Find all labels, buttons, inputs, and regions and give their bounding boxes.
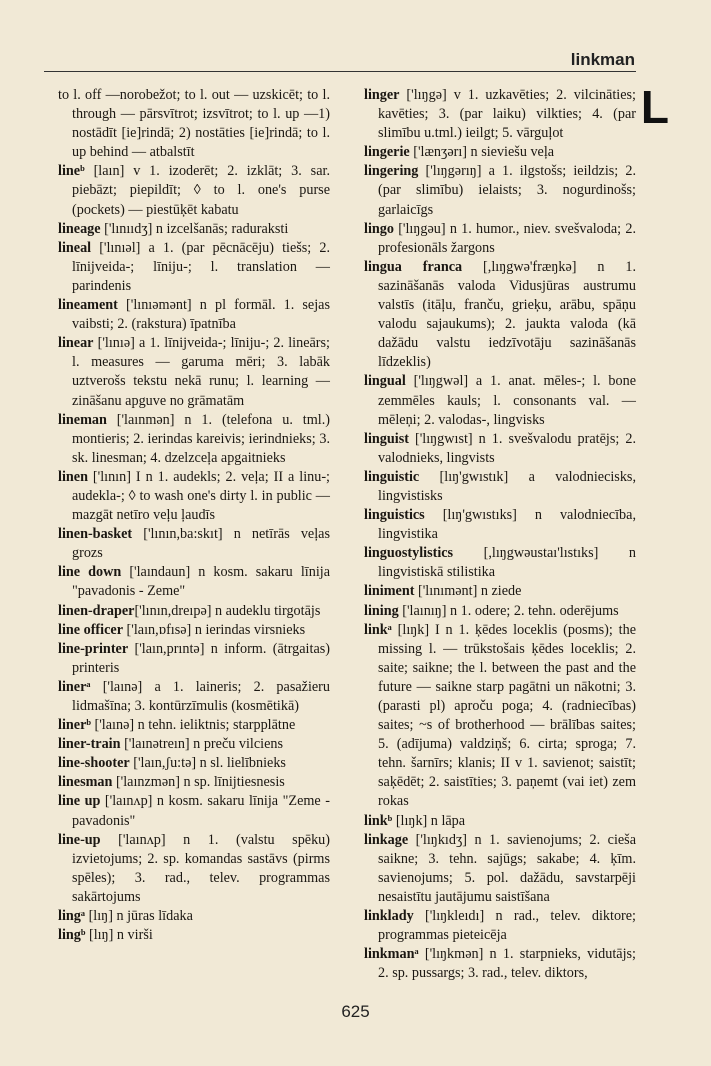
entry-headword: linkᵇ: [364, 812, 393, 829]
dictionary-entry: [58, 334, 330, 410]
entry-headword: line up: [58, 793, 101, 810]
entry-definition: ['lıŋkleıdı] n rad., telev. diktore; programmas pieteicēja: [378, 908, 636, 944]
dictionary-entry: [58, 563, 330, 601]
entry-headword: line officer: [58, 621, 123, 638]
dictionary-entry: [364, 621, 636, 812]
entry-headword: lineal: [58, 239, 92, 256]
running-header-guide-word: linkman: [570, 50, 635, 69]
entry-headword: lingerie: [364, 144, 410, 161]
dictionary-entry: [58, 162, 330, 219]
dictionary-entry: [364, 372, 636, 429]
entry-headword: linger: [364, 87, 400, 103]
entry-definition: ['lının,ba:skıt] n netīrās veļas grozs: [72, 526, 330, 562]
right-column: [364, 86, 636, 983]
dictionary-entry: [364, 162, 636, 219]
entry-headword: lineage: [58, 220, 101, 237]
entry-headword: lingᵃ: [58, 908, 86, 925]
entry-definition: ['laın,ɒfısə] n ierindas virsnieks: [123, 621, 306, 638]
dictionary-entry: [58, 792, 330, 830]
entry-headword: linkᵃ: [364, 621, 392, 638]
dictionary-entry: [364, 945, 636, 983]
entry-headword: lingering: [364, 163, 419, 180]
entry-definition: ['lıŋkmən] n 1. starpnieks, vidutājs; 2. sp. pussargs; 3. rad., telev. diktors,: [378, 946, 636, 982]
entry-definition: ['lınıəl] a 1. (par pēcnācēju) tiešs; 2. līnijveida-; līniju-; l. translation — parindenis: [72, 239, 330, 294]
dictionary-entry: [364, 907, 636, 945]
entry-definition: ['lıŋgəu] n 1. humor., niev. svešvaloda; 2. profesionāls žargons: [378, 220, 636, 256]
entry-definition: [lıŋk] I n 1. ķēdes loceklis (posms); the missing l. — trūkstošais ķēdes loceklis; 2. saite; saikne; the l. between the past and the future — saikne starp pagātni un nākotni; 3. (parasti pl) aproču poga; 4. (radniecības) saites; ~s of brotherhood — brālības saites; 5. (adījuma) valdziņš; 6. cirta; sproga; 7. tehn. šarnīrs; klanis; II v 1. savienot; saistīt; saķēdēt; 2. saistīties; 3. paņemt (vai iet) zem rokas: [378, 621, 636, 810]
entry-definition: ['lınımənt] n ziede: [414, 583, 522, 600]
entry-definition: ['lıŋgwıst] n 1. svešvalodu pratējs; 2. valodnieks, lingvists: [378, 430, 636, 466]
entry-headword: lingual: [364, 373, 406, 390]
dictionary-entry: [58, 716, 330, 735]
entry-definition: ['laınə] a 1. laineris; 2. pasažieru lidmašīna; 3. kontūrzīmulis (kosmētikā): [72, 678, 330, 714]
entry-definition: ['laın,ʃu:tə] n sl. lielībnieks: [129, 755, 286, 772]
entry-definition: ['laınətreın] n preču vilciens: [120, 736, 284, 753]
entry-definition: ['laınʌp] n 1. (valstu spēku) izvietojums; 2. sp. komandas sastāvs (pirms spēles); 3. rad., telev. programmas sakārtojums: [72, 831, 330, 905]
entry-headword: line-up: [58, 831, 101, 848]
entry-definition: ['lınıə] a 1. līnijveida-; līniju-; 2. lineārs; l. measures — garuma mēri; 3. labāk uztverošs tekstu nekā runu; l. learning — zināšanu apguve no grāmatām: [72, 335, 330, 409]
left-column: [58, 86, 330, 945]
dictionary-entry: [58, 640, 330, 678]
entry-definition: ['lıŋgwəl] a 1. anat. mēles-; l. bone zemmēles kauls; l. consonants val. — mēleņi; 2. valodas-, lingvisks: [378, 373, 636, 428]
entry-headword: linguostylistics: [364, 545, 454, 562]
entry-headword: lineᵇ: [58, 163, 85, 180]
dictionary-entry: [58, 411, 330, 468]
dictionary-entry: [58, 525, 330, 563]
entry-headword: liner-train: [58, 736, 121, 753]
dictionary-entry: [58, 602, 330, 621]
dictionary-entry: [58, 296, 330, 334]
dictionary-entry: [58, 239, 330, 296]
entry-headword: lingᵇ: [58, 927, 86, 944]
dictionary-entry: [58, 86, 330, 162]
entry-headword: linkage: [364, 831, 409, 848]
dictionary-entry: [58, 907, 330, 926]
entry-headword: linear: [58, 335, 94, 352]
entry-headword: linguistic: [364, 468, 420, 485]
entry-headword: lineman: [58, 411, 107, 428]
entry-definition: ['laınmən] n 1. (telefona u. tml.) montieris; 2. ierindas kareivis; ierindnieks; 3. sk. linesman; 4. dzelzceļa apgaitnieks: [72, 411, 330, 466]
entry-definition: ['laınzmən] n sp. līnijtiesnesis: [112, 774, 285, 791]
entry-definition: to l. off —norobežot; to l. out — uzskicēt; to l. through — pārsvītrot; izsvītrot; to l. up —1) nostādīt [ie]rindā; 2) nostāties [ie]rindā; to l. up behind — atbalstīt: [58, 87, 330, 161]
dictionary-entry: [58, 831, 330, 907]
dictionary-entry: [58, 220, 330, 239]
entry-headword: line-printer: [58, 640, 129, 657]
dictionary-entry: [364, 143, 636, 162]
entry-definition: ['lının] I n 1. audekls; 2. veļa; II a linu-; audekla-; ◊ to wash one's dirty l. in public — mazgāt netīro veļu ļaudīs: [72, 468, 330, 524]
entry-headword: linguistics: [364, 507, 425, 524]
entry-headword: lineament: [58, 297, 118, 314]
dictionary-entry: [364, 812, 636, 831]
dictionary-entry: [364, 430, 636, 468]
dictionary-entry: [364, 258, 636, 373]
entry-definition: ['lıŋkıdʒ] n 1. savienojums; 2. cieša saikne; 3. tehn. sajūgs; sakabe; 4. ķīm. savienojums; 5. pol. dažādu, savstarpēji nesaistītu jautājumu saistīšana: [378, 831, 636, 905]
dictionary-entry: [58, 773, 330, 792]
entry-headword: linerᵃ: [58, 678, 91, 695]
entry-headword: linen-draper: [58, 602, 135, 619]
dictionary-entry: [364, 220, 636, 258]
dictionary-entry: [364, 544, 636, 582]
dictionary-entry: [364, 582, 636, 601]
entry-definition: ['lının,dreıpə] n audeklu tirgotājs: [134, 602, 321, 619]
entry-definition: ['lıŋgə] v 1. uzkavēties; 2. vilcināties; kavēties; 3. (par laiku) vilkties; 4. (par slimību u.tml.) ieilgt; 5. vārguļot: [378, 87, 636, 142]
entry-headword: linkmanᵃ: [364, 946, 419, 963]
entry-headword: liniment: [364, 583, 415, 600]
entry-definition: [,lıŋgwə'fræŋkə] n 1. sazināšanās valoda Vidusjūras austrumu valstīs (itāļu, franču, grieķu, arābu, spāņu valodu sajaukums); 2. jaukta valoda (kā dažādu valstu iedzīvotāju sazināšanās līdzeklis): [378, 258, 636, 371]
dictionary-entry: [364, 831, 636, 907]
entry-definition: ['laınʌp] n kosm. sakaru līnija "Zeme - pavadonis": [72, 793, 330, 829]
entry-definition: [lıŋ'gwıstıks] n valodniecība, lingvistika: [378, 507, 636, 543]
entry-headword: lining: [364, 602, 399, 619]
entry-headword: line-shooter: [58, 755, 130, 772]
entry-definition: [lıŋ] n jūras līdaka: [85, 908, 193, 925]
entry-definition: ['laındaun] n kosm. sakaru līnija "pavadonis - Zeme": [72, 564, 330, 600]
entry-definition: ['lınıəmənt] n pl formāl. 1. sejas vaibsti; 2. (rakstura) īpatnība: [72, 297, 330, 333]
dictionary-entry: [364, 86, 636, 143]
dictionary-entry: [58, 754, 330, 773]
entry-headword: lingo: [364, 220, 394, 237]
dictionary-entry: [58, 621, 330, 640]
entry-headword: linen: [58, 468, 88, 485]
entry-definition: ['lınııdʒ] n izcelšanās; raduraksti: [100, 220, 289, 237]
entry-definition: [lıŋk] n lāpa: [392, 812, 466, 829]
dictionary-entry: [364, 506, 636, 544]
entry-definition: ['laınə] n tehn. ieliktnis; starpplātne: [90, 717, 296, 734]
entry-headword: linerᵇ: [58, 717, 91, 734]
entry-definition: [lıŋ'gwıstık] a valodniecisks, lingvistisks: [378, 468, 636, 504]
entry-headword: line down: [58, 564, 122, 581]
dictionary-entry: [364, 468, 636, 506]
entry-headword: linguist: [364, 430, 409, 447]
dictionary-entry: [58, 678, 330, 716]
entry-headword: linesman: [58, 774, 113, 791]
entry-definition: [laın] v 1. izoderēt; 2. izklāt; 3. sar. piebāzt; piepildīt; ◊ to l. one's purse (pockets) — piestūķēt kabatu: [72, 163, 330, 218]
entry-headword: linen-basket: [58, 526, 133, 543]
page-number: 625: [341, 1002, 370, 1021]
section-letter-tab: L: [640, 81, 669, 133]
entry-definition: ['laınıŋ] n 1. odere; 2. tehn. oderējums: [398, 602, 619, 619]
dictionary-entry: [58, 735, 330, 754]
dictionary-entry: [58, 926, 330, 945]
header-divider: [44, 71, 636, 72]
entry-definition: [,lıŋgwəustaı'lıstıks] n lingvistiskā stilistika: [378, 545, 636, 581]
dictionary-entry: [364, 602, 636, 621]
entry-definition: ['laın,prıntə] n inform. (ātrgaitas) printeris: [72, 640, 330, 676]
entry-definition: ['lıŋgərıŋ] a 1. ilgstošs; ieildzis; 2. (par slimību) ielaists; 3. nogurdinošs; garlaicīgs: [378, 163, 636, 218]
entry-definition: ['lænʒərı] n sieviešu veļa: [409, 144, 555, 161]
entry-definition: [lıŋ] n virši: [85, 927, 153, 944]
entry-headword: lingua franca: [364, 258, 463, 275]
entry-headword: linklady: [364, 908, 414, 925]
dictionary-entry: [58, 468, 330, 525]
